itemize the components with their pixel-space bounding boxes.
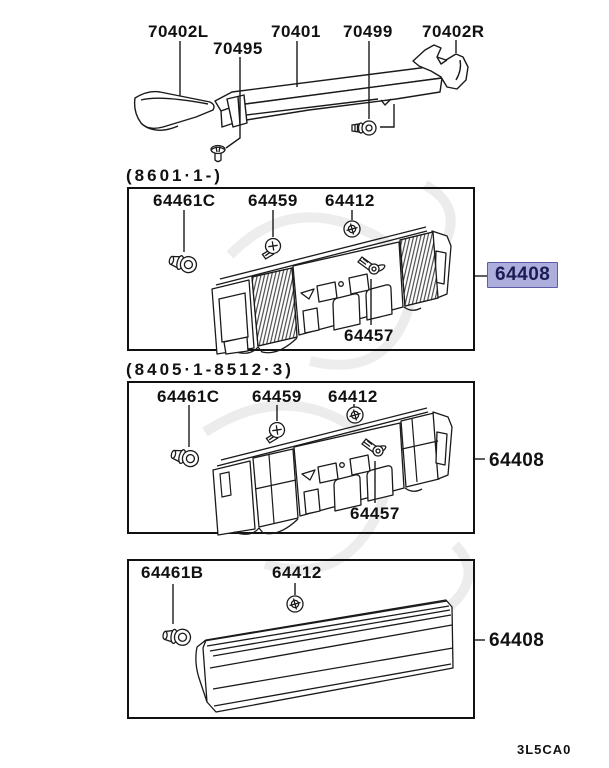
part-label-64412-early[interactable]: 64412	[325, 191, 375, 210]
part-label-64461C-early[interactable]: 64461C	[153, 191, 216, 210]
part-label-64457-early[interactable]: 64457	[344, 326, 394, 345]
part-label-70402R[interactable]: 70402R	[422, 22, 485, 41]
part-label-70499[interactable]: 70499	[343, 22, 393, 41]
part-label-64461B[interactable]: 64461B	[141, 563, 204, 582]
part-label-70401[interactable]: 70401	[271, 22, 321, 41]
screw-64459-early-drawing	[262, 237, 282, 261]
grommet-64412-molding-drawing	[287, 596, 303, 612]
part-label-70402L[interactable]: 70402L	[148, 22, 209, 41]
group-header-late: (8405·1-8512·3)	[126, 360, 294, 379]
group-header-early: (8601·1-)	[126, 166, 223, 185]
part-label-64459-late[interactable]: 64459	[252, 387, 302, 406]
part-label-64412-molding[interactable]: 64412	[272, 563, 322, 582]
callout-64408-selected[interactable]: 64408	[487, 262, 558, 288]
part-label-70495[interactable]: 70495	[213, 39, 263, 58]
clip-64461b-drawing	[162, 627, 191, 646]
clip-64461c-early-drawing	[168, 252, 199, 274]
part-label-64461C-late[interactable]: 64461C	[157, 387, 220, 406]
part-label-64459-early[interactable]: 64459	[248, 191, 298, 210]
callout-64408-molding[interactable]: 64408	[489, 630, 545, 651]
screw-64459-late-drawing	[266, 421, 286, 445]
garnish-late-drawing	[213, 408, 452, 535]
part-label-64457-late[interactable]: 64457	[350, 504, 400, 523]
grommet-64412-early-drawing	[344, 221, 360, 237]
screw-70495-drawing	[211, 146, 225, 162]
clip-64461c-late-drawing	[170, 446, 201, 468]
molding-drawing	[196, 600, 453, 712]
part-label-64412-late[interactable]: 64412	[328, 387, 378, 406]
callout-64408-late[interactable]: 64408	[489, 450, 545, 471]
garnish-early-drawing	[212, 227, 451, 354]
bolt-70499-drawing	[352, 121, 376, 135]
grommet-64412-late-drawing	[347, 407, 363, 423]
drawing-code: 3L5CA0	[517, 742, 572, 757]
spoiler-assembly-drawing	[135, 45, 468, 130]
